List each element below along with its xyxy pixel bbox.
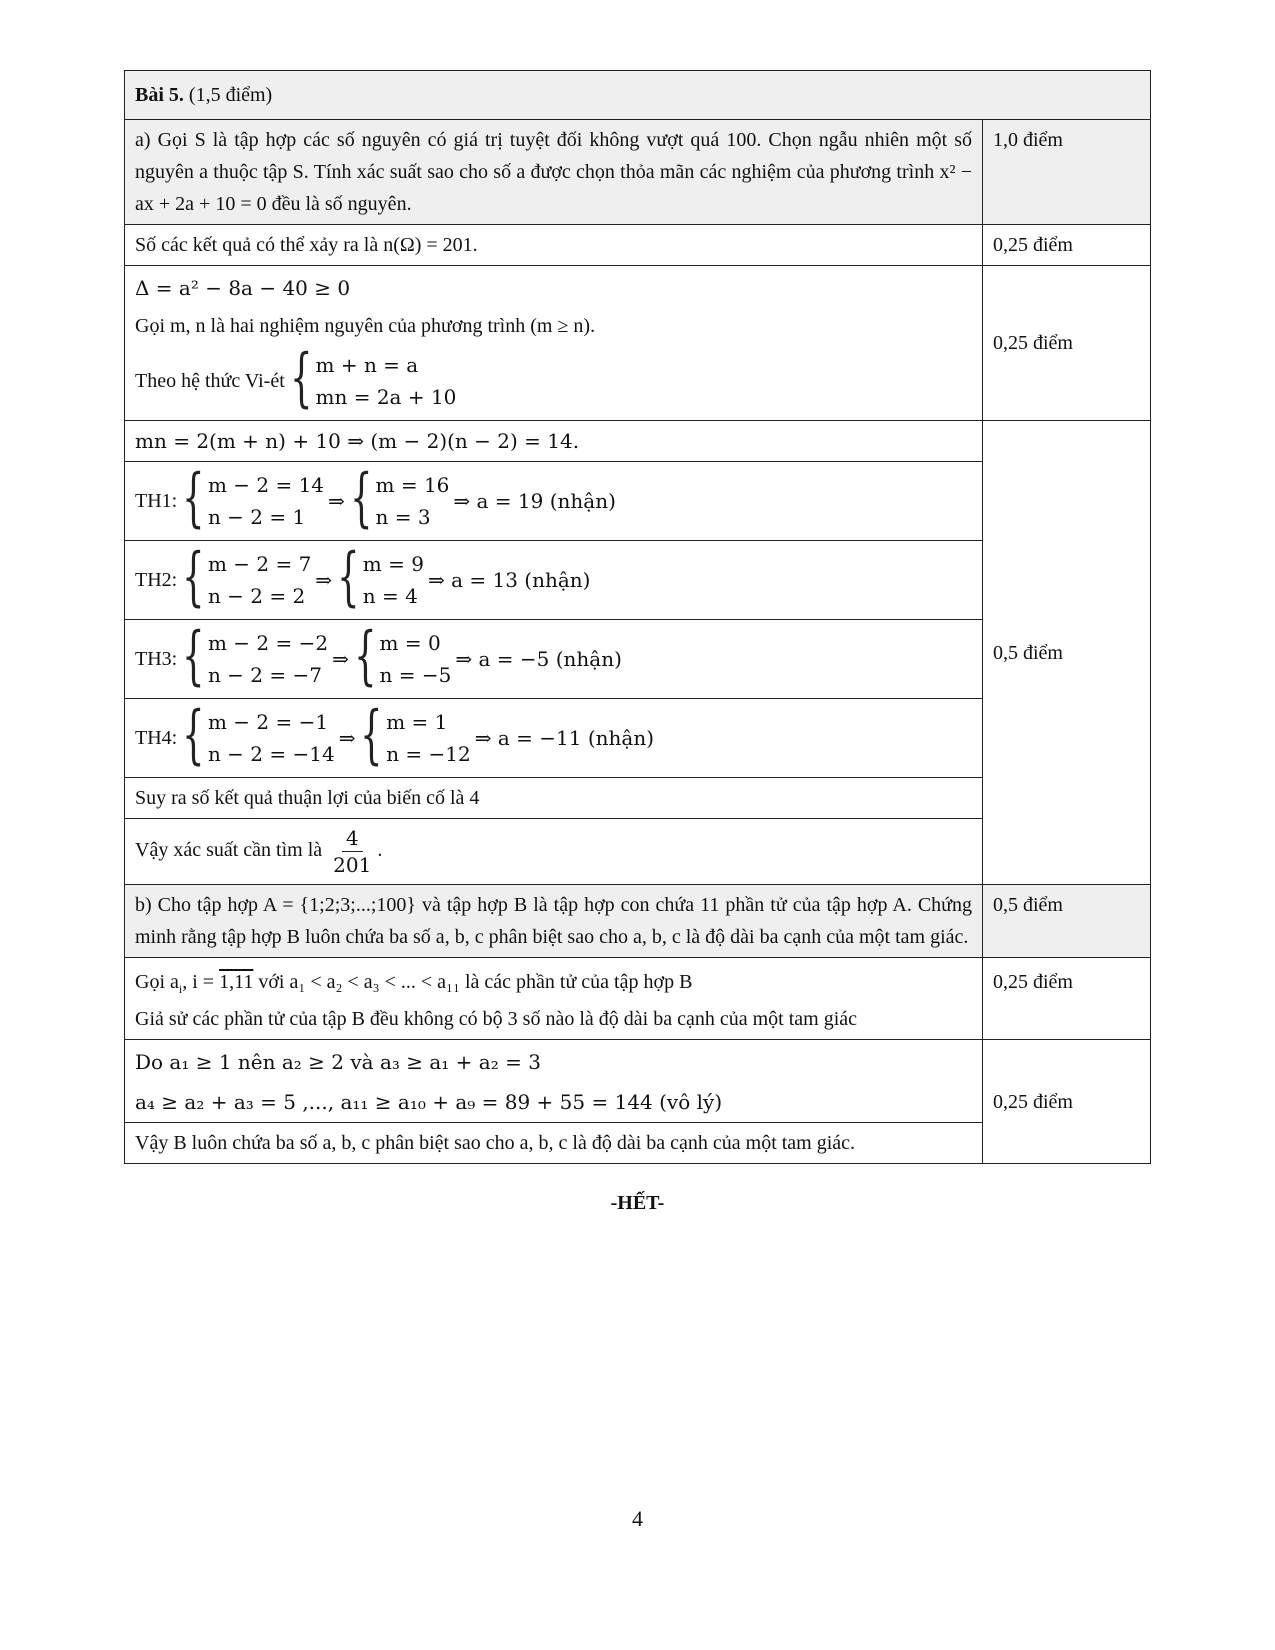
case-label: TH1: bbox=[135, 490, 178, 512]
probability-label: Vậy xác suất cần tìm là bbox=[135, 839, 323, 862]
vieta-block bbox=[125, 266, 983, 421]
conclusion-line: Vậy B luôn chứa ba số a, b, c phân biệt sao cho a, b, c là độ dài ba cạnh của một tam giác. bbox=[125, 1123, 983, 1164]
case-eq: m − 2 = −2 bbox=[207, 631, 329, 655]
answer-table bbox=[124, 70, 1151, 1164]
case-1 bbox=[125, 462, 983, 541]
case-eq: n − 2 = −7 bbox=[207, 663, 322, 687]
vieta-score: 0,25 điểm bbox=[983, 266, 1151, 421]
mn-line: mn = 2(m + n) + 10 ⇒ (m − 2)(n − 2) = 14. bbox=[125, 421, 983, 462]
brace-icon: { bbox=[182, 461, 205, 535]
case-eq: m − 2 = −1 bbox=[207, 710, 329, 734]
subscript: i bbox=[178, 982, 183, 996]
cases-score: 0,5 điểm bbox=[983, 421, 1151, 885]
page-number: 4 bbox=[632, 1506, 643, 1531]
elements-text: với a₁ < a₂ < a₃ < ... < a₁₁ là các phần tử của tập hợp B bbox=[253, 971, 693, 993]
fraction-denominator: 201 bbox=[333, 853, 372, 877]
end-marker: -HẾT- bbox=[610, 1192, 665, 1214]
case-eq: n = 3 bbox=[375, 505, 431, 529]
case-eq: m = 16 bbox=[375, 473, 450, 497]
case-label: TH4: bbox=[135, 727, 178, 749]
case-4 bbox=[125, 699, 983, 778]
case-eq: m = 9 bbox=[362, 552, 424, 576]
vieta-label: Theo hệ thức Vi-ét bbox=[135, 370, 285, 392]
brace-icon: { bbox=[182, 540, 205, 614]
fraction-numerator: 4 bbox=[342, 825, 363, 852]
case-eq: n = −12 bbox=[386, 742, 471, 766]
case-result: ⇒ a = −5 (nhận) bbox=[455, 647, 622, 671]
vieta-system bbox=[289, 341, 457, 416]
roots-line: Gọi m, n là hai nghiệm nguyên của phương trình (m ≥ n). bbox=[135, 315, 596, 337]
case-eq: m − 2 = 14 bbox=[207, 473, 325, 497]
probability-line: Vậy xác suất cần tìm là $\frac{4}{201}$ . bbox=[125, 819, 983, 885]
assumption-line: Giả sử các phần tử của tập B đều không có bộ 3 số nào là độ dài ba cạnh của một tam giác bbox=[135, 1008, 858, 1031]
assumption-block bbox=[125, 958, 983, 1040]
problem-number: Bài 5. bbox=[135, 84, 184, 106]
vieta-eq-1: m + n = a bbox=[315, 353, 419, 377]
chain-block bbox=[125, 1040, 983, 1123]
implies-arrow: ⇒ bbox=[315, 568, 333, 592]
elements-text: Gọi a bbox=[135, 971, 179, 993]
vieta-eq-2: mn = 2a + 10 bbox=[315, 385, 457, 409]
omega-score: 0,25 điểm bbox=[983, 225, 1151, 266]
delta-line: Δ = a² − 8a − 40 ≥ 0 bbox=[135, 276, 351, 300]
case-eq: m = 1 bbox=[386, 710, 448, 734]
part-a-question: a) Gọi S là tập hợp các số nguyên có giá trị tuyệt đối không vượt quá 100. Chọn ngẫu nhiên một số nguyên a thuộc tập S. Tính xác suất sao cho số a được chọn thỏa mãn các nghiệm của phương trình x² − ax + 2a + 10 = 0 đều là số nguyên. bbox=[125, 120, 983, 225]
omega-line: Số các kết quả có thể xảy ra là n(Ω) = 201. bbox=[125, 225, 983, 266]
brace-icon: { bbox=[353, 619, 377, 693]
case-eq: n = 4 bbox=[362, 584, 418, 608]
index-range: 1,11 bbox=[219, 971, 254, 993]
brace-icon: { bbox=[289, 341, 313, 415]
case-result: ⇒ a = 19 (nhận) bbox=[453, 489, 616, 513]
brace-icon: { bbox=[360, 698, 384, 772]
elements-line bbox=[135, 966, 972, 999]
case-eq: n − 2 = −14 bbox=[207, 742, 335, 766]
case-eq: n = −5 bbox=[379, 663, 452, 687]
case-result: ⇒ a = 13 (nhận) bbox=[427, 568, 591, 592]
do-line: Do a₁ ≥ 1 nên a₂ ≥ 2 và a₃ ≥ a₁ + a₂ = 3 bbox=[135, 1050, 541, 1075]
brace-icon: { bbox=[182, 619, 205, 693]
part-b-question: b) Cho tập hợp A = {1;2;3;...;100} và tập hợp B là tập hợp con chứa 11 phần tử của tập hợp A. Chứng minh rằng tập hợp B luôn chứa ba số a, b, c phân biệt sao cho a, b, c là độ dài ba cạnh của một tam giác. bbox=[125, 885, 983, 958]
implies-arrow: ⇒ bbox=[332, 647, 349, 671]
implies-arrow: ⇒ bbox=[328, 489, 345, 513]
case-eq: n − 2 = 2 bbox=[207, 584, 306, 608]
assumption-score: 0,25 điểm bbox=[983, 958, 1151, 1040]
chain-line: a₄ ≥ a₂ + a₃ = 5 ,..., a₁₁ ≥ a₁₀ + a₉ = 89 + 55 = 144 (vô lý) bbox=[135, 1090, 723, 1115]
implies-arrow: ⇒ bbox=[338, 726, 356, 750]
favorable-line: Suy ra số kết quả thuận lợi của biến cố là 4 bbox=[125, 778, 983, 819]
case-label: TH2: bbox=[135, 569, 178, 591]
part-a-score: 1,0 điểm bbox=[983, 120, 1151, 225]
case-eq: n − 2 = 1 bbox=[207, 505, 306, 529]
brace-icon: { bbox=[182, 698, 205, 772]
case-result: ⇒ a = −11 (nhận) bbox=[474, 726, 654, 750]
case-2 bbox=[125, 541, 983, 620]
part-b-score: 0,5 điểm bbox=[983, 885, 1151, 958]
problem-points: (1,5 điểm) bbox=[188, 84, 273, 106]
case-eq: m = 0 bbox=[379, 631, 441, 655]
probability-fraction bbox=[329, 825, 375, 878]
case-3 bbox=[125, 620, 983, 699]
brace-icon: { bbox=[337, 540, 360, 614]
case-label: TH3: bbox=[135, 648, 178, 670]
brace-icon: { bbox=[349, 461, 373, 535]
problem-header bbox=[125, 71, 1151, 120]
final-score: 0,25 điểm bbox=[983, 1040, 1151, 1164]
elements-text: , i = bbox=[182, 971, 220, 993]
case-eq: m − 2 = 7 bbox=[207, 552, 312, 576]
